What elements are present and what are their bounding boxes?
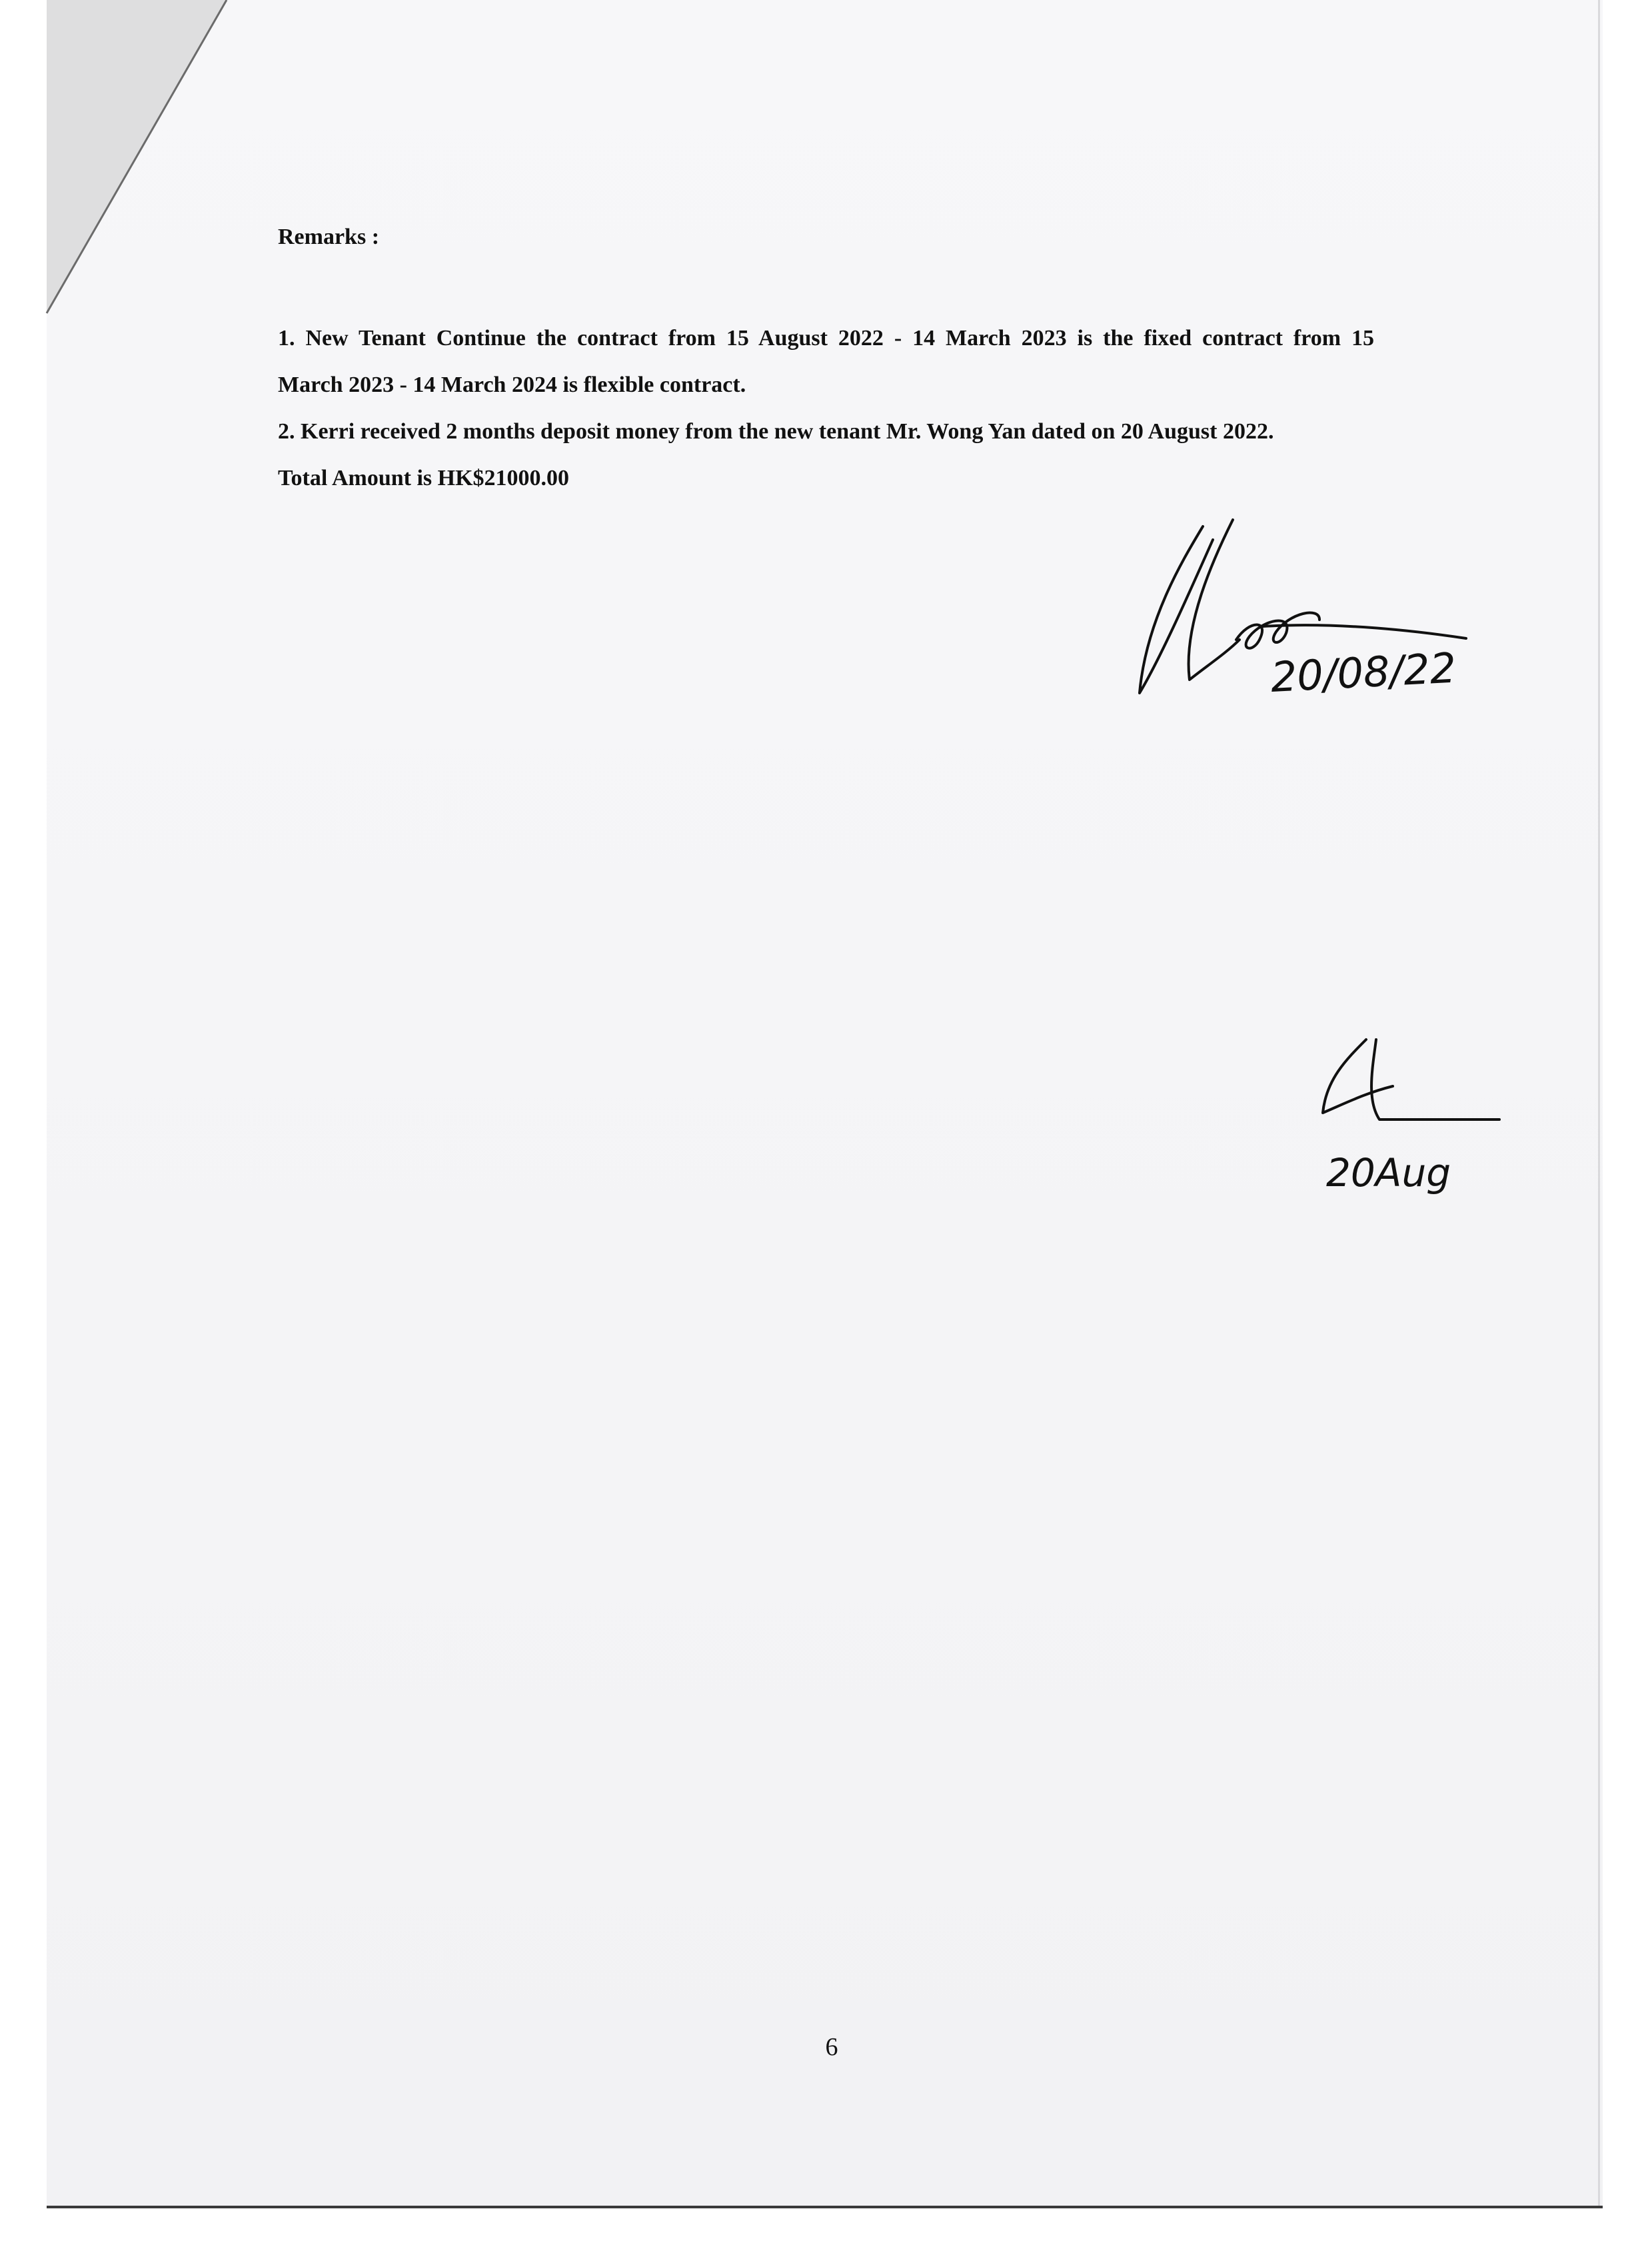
signature-2-date: 20Aug (1326, 1150, 1451, 1195)
remark-item-2-line-1: 2. Kerri received 2 months deposit money from the new tenant Mr. Wong Yan dated on 20 August 2022. (278, 419, 1274, 444)
paper-edge (1598, 0, 1600, 2206)
signature-2 (1306, 1020, 1519, 1239)
page-number: 6 (825, 2033, 838, 2061)
folded-corner (0, 0, 240, 347)
remarks-heading: Remarks : (278, 225, 380, 249)
remark-item-2-line-2: Total Amount is HK$21000.00 (278, 466, 570, 490)
remark-item-1-line-2: March 2023 - 14 March 2024 is flexible contract. (278, 373, 746, 397)
signature-1-date: 20/08/22 (1269, 643, 1457, 702)
signature-1 (1120, 513, 1493, 713)
remark-item-1-line-1: 1. New Tenant Continue the contract from 15 August 2022 - 14 March 2023 is the fixed contract from 15 (278, 326, 1374, 351)
